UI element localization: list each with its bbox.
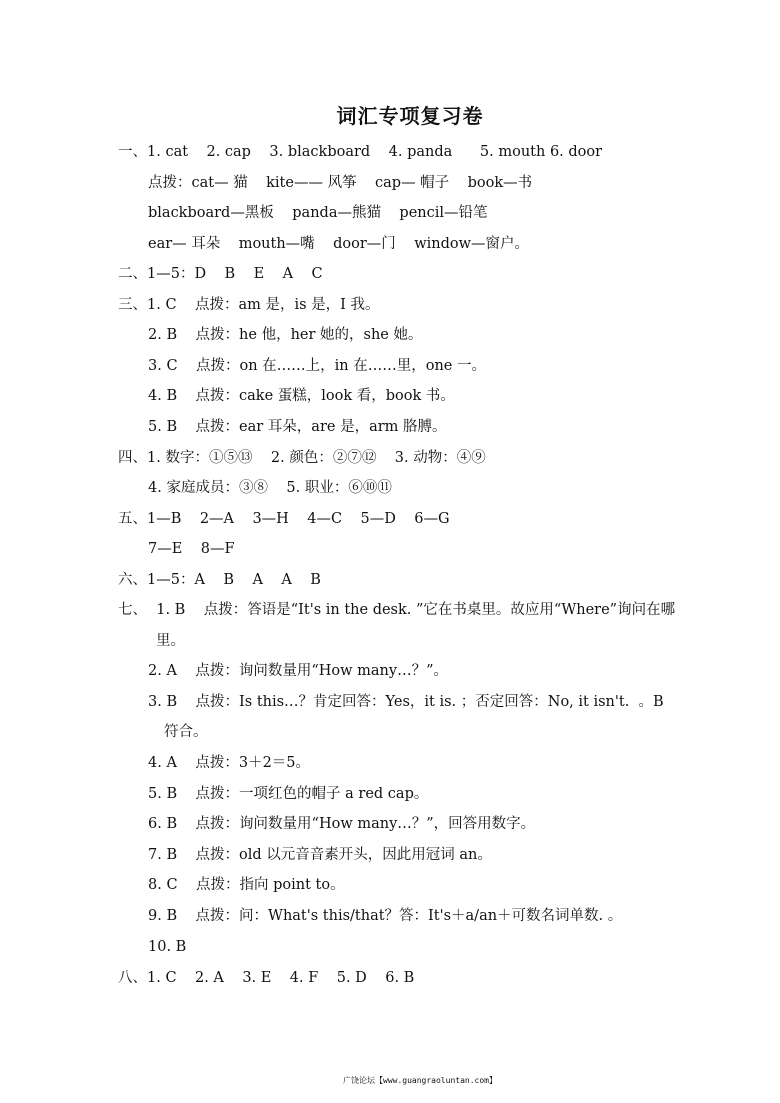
q1-hint-line-3: ear— 耳朵 mouth—嘴 door—门 window—窗户。 [148, 236, 530, 252]
q1-line: 一、1. cat 2. cap 3. blackboard 4. panda 5. mouth 6. door [118, 144, 603, 160]
q7-item-1: 七、 1. B 点拨：答语是“It's in the desk. ”它在书桌里。故应用“Where”询问在哪 [118, 602, 676, 618]
q5-line-2: 7—E 8—F [148, 541, 235, 557]
q8-line: 八、1. C 2. A 3. E 4. F 5. D 6. B [118, 970, 415, 986]
q5-line-1: 五、1—B 2—A 3—H 4—C 5—D 6—G [118, 511, 450, 527]
page-title: 词汇专项复习卷 [336, 104, 484, 128]
q7-item-9: 9. B 点拨：问：What's this/that？答：It's＋a/an＋可数名词单数. 。 [148, 908, 623, 924]
q7-item-7: 7. B 点拨：old 以元音音素开头，因此用冠词 an。 [148, 847, 492, 863]
q7-item-3: 3. B 点拨：Is this…？肯定回答：Yes，it is. ；否定回答：No, it isn't. 。B [148, 694, 664, 710]
q6-line: 六、1—5：A B A A B [118, 572, 321, 588]
q7-item-2: 2. A 点拨：询问数量用“How many…？”。 [148, 663, 448, 679]
q3-item-2: 2. B 点拨：he 他，her 她的，she 她。 [148, 327, 423, 343]
q7-item-1-cont: 里。 [156, 633, 185, 649]
q3-item-1: 三、1. C 点拨：am 是，is 是，I 我。 [118, 297, 380, 313]
q2-line: 二、1—5：D B E A C [118, 266, 323, 282]
footer-watermark: 广饶论坛【www.guangraoluntan.com】 [343, 1076, 497, 1085]
q3-item-5: 5. B 点拨：ear 耳朵，are 是，arm 胳膊。 [148, 419, 447, 435]
q7-item-10: 10. B [148, 939, 187, 955]
q3-item-4: 4. B 点拨：cake 蛋糕，look 看，book 书。 [148, 388, 455, 404]
q7-item-6: 6. B 点拨：询问数量用“How many…？”，回答用数字。 [148, 816, 536, 832]
q3-item-3: 3. C 点拨：on 在……上，in 在……里，one 一。 [148, 358, 486, 374]
q1-hint-line-2: blackboard—黑板 panda—熊猫 pencil—铅笔 [148, 205, 488, 221]
q4-line-1: 四、1. 数字：①⑤⑬ 2. 颜色：②⑦⑫ 3. 动物：④⑨ [118, 450, 486, 466]
q7-item-5: 5. B 点拨：一项红色的帽子 a red cap。 [148, 786, 429, 802]
q7-item-3-cont: 符合。 [164, 724, 208, 740]
q7-item-8: 8. C 点拨：指向 point to。 [148, 877, 345, 893]
q7-item-4: 4. A 点拨：3＋2＝5。 [148, 755, 311, 771]
q1-hint-line-1: 点拨：cat— 猫 kite—— 风筝 cap— 帽子 book—书 [148, 175, 533, 191]
q4-line-2: 4. 家庭成员：③⑧ 5. 职业：⑥⑩⑪ [148, 480, 392, 496]
